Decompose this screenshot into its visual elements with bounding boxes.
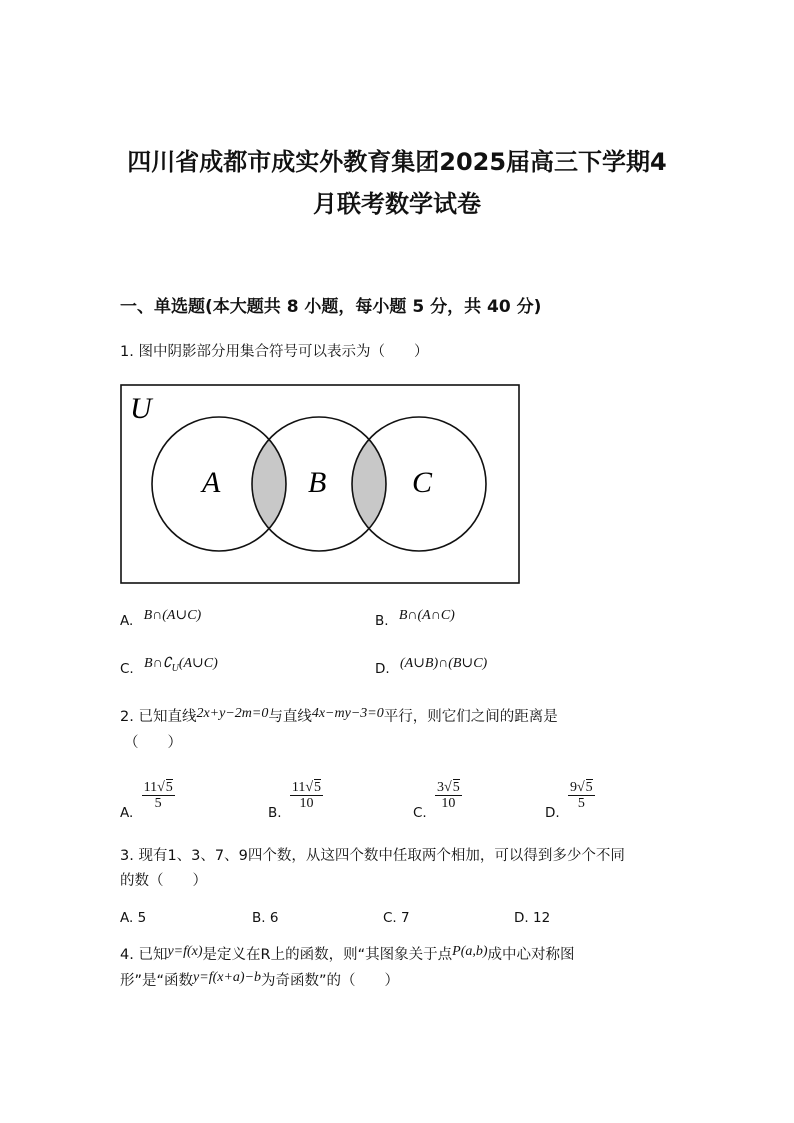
label-c: C — [412, 466, 433, 499]
q3-option-c[interactable]: C. 7 — [383, 910, 410, 926]
label-u: U — [130, 392, 152, 425]
label-a: A — [202, 466, 221, 499]
q2-paren: （ ） — [124, 735, 182, 751]
q4-text-line2: 形”是“函数y=f(x+a)−b为奇函数”的（ ） — [120, 970, 400, 989]
venn-diagram — [120, 384, 520, 584]
q2-option-a[interactable]: A. $\frac{11√5}{5}$ — [120, 780, 173, 821]
q3-option-b[interactable]: B. 6 — [252, 910, 279, 926]
q1-option-a[interactable]: A. B∩(A∪C) — [120, 608, 202, 629]
q1-text: 1. 图中阴影部分用集合符号可以表示为（ ） — [120, 344, 429, 360]
q2-text: 2. 已知直线2x+y−2m=0与直线4x−my−3=0平行，则它们之间的距离是 — [120, 706, 558, 725]
label-b: B — [308, 466, 327, 499]
q1-option-b[interactable]: B. B∩(A∩C) — [375, 608, 455, 629]
page-title-line2: 月联考数学试卷 — [313, 190, 481, 218]
q3-option-d[interactable]: D. 12 — [514, 910, 551, 926]
q3-option-a[interactable]: A. 5 — [120, 910, 147, 926]
q3-text-line2: 的数（ ） — [120, 873, 207, 889]
section-header: 一、单选题(本大题共 8 小题，每小题 5 分，共 40 分) — [120, 297, 542, 317]
q1-option-d[interactable]: D. (A∪B)∩(B∪C) — [375, 656, 488, 677]
q2-option-d[interactable]: D. $\frac{9√5}{5}$ — [545, 780, 593, 821]
page-title-line1: 四川省成都市成实外教育集团2025届高三下学期4 — [127, 148, 667, 176]
q3-text-line1: 3. 现有1、3、7、9四个数，从这四个数中任取两个相加，可以得到多少个不同 — [120, 848, 625, 864]
q2-option-c[interactable]: C. $\frac{3√5}{10}$ — [413, 780, 460, 821]
q4-text-line1: 4. 已知y=f(x)是定义在R上的函数，则“其图象关于点P(a,b)成中心对称图 — [120, 944, 575, 963]
q1-option-c[interactable]: C. $B\cap∁_U(A\cup C)$ — [120, 656, 218, 677]
q2-option-b[interactable]: B. $\frac{11√5}{10}$ — [268, 780, 322, 821]
